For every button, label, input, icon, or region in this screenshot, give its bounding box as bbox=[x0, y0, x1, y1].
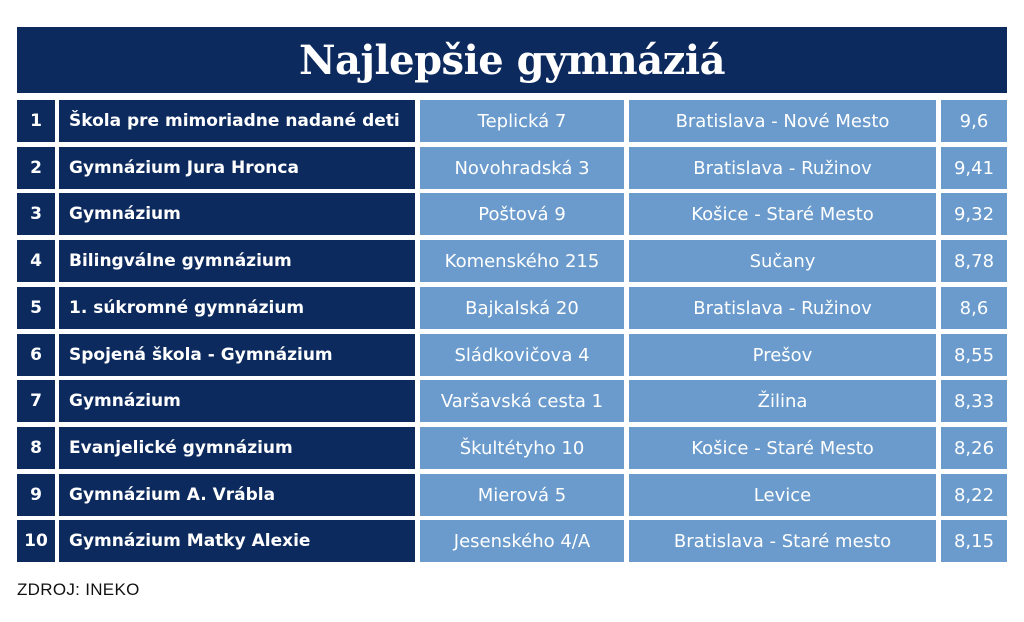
school-name-cell: Gymnázium Matky Alexie bbox=[59, 520, 415, 562]
street-cell: Bajkalská 20 bbox=[420, 287, 624, 329]
city-cell: Bratislava - Ružinov bbox=[629, 147, 936, 189]
rank-cell: 4 bbox=[17, 240, 55, 282]
table-row bbox=[17, 334, 1007, 376]
city-cell: Žilina bbox=[629, 380, 936, 422]
street-cell: Škultétyho 10 bbox=[420, 427, 624, 469]
rank-cell: 5 bbox=[17, 287, 55, 329]
rank-cell: 2 bbox=[17, 147, 55, 189]
score-cell: 8,22 bbox=[941, 474, 1007, 516]
city-cell: Bratislava - Staré mesto bbox=[629, 520, 936, 562]
school-name-cell: Evanjelické gymnázium bbox=[59, 427, 415, 469]
school-name-cell: 1. súkromné gymnázium bbox=[59, 287, 415, 329]
city-cell: Bratislava - Ružinov bbox=[629, 287, 936, 329]
rank-cell: 6 bbox=[17, 334, 55, 376]
city-cell: Sučany bbox=[629, 240, 936, 282]
city-cell: Košice - Staré Mesto bbox=[629, 193, 936, 235]
score-cell: 8,33 bbox=[941, 380, 1007, 422]
score-cell: 8,78 bbox=[941, 240, 1007, 282]
street-cell: Sládkovičova 4 bbox=[420, 334, 624, 376]
table-row bbox=[17, 380, 1007, 422]
score-cell: 9,6 bbox=[941, 100, 1007, 142]
street-cell: Teplická 7 bbox=[420, 100, 624, 142]
street-cell: Poštová 9 bbox=[420, 193, 624, 235]
city-cell: Košice - Staré Mesto bbox=[629, 427, 936, 469]
score-cell: 8,15 bbox=[941, 520, 1007, 562]
score-cell: 9,41 bbox=[941, 147, 1007, 189]
rank-cell: 10 bbox=[17, 520, 55, 562]
score-cell: 8,26 bbox=[941, 427, 1007, 469]
city-cell: Levice bbox=[629, 474, 936, 516]
table-title: Najlepšie gymnáziá bbox=[17, 27, 1007, 93]
score-cell: 8,55 bbox=[941, 334, 1007, 376]
school-name-cell: Gymnázium A. Vrábla bbox=[59, 474, 415, 516]
source-note: ZDROJ: INEKO bbox=[17, 580, 140, 599]
table-row bbox=[17, 100, 1007, 142]
school-name-cell: Škola pre mimoriadne nadané deti bbox=[59, 100, 415, 142]
street-cell: Mierová 5 bbox=[420, 474, 624, 516]
table-row bbox=[17, 240, 1007, 282]
table-row bbox=[17, 193, 1007, 235]
street-cell: Varšavská cesta 1 bbox=[420, 380, 624, 422]
school-name-cell: Gymnázium Jura Hronca bbox=[59, 147, 415, 189]
table-row bbox=[17, 427, 1007, 469]
rank-cell: 9 bbox=[17, 474, 55, 516]
city-cell: Bratislava - Nové Mesto bbox=[629, 100, 936, 142]
rank-cell: 8 bbox=[17, 427, 55, 469]
rank-cell: 3 bbox=[17, 193, 55, 235]
street-cell: Novohradská 3 bbox=[420, 147, 624, 189]
score-cell: 9,32 bbox=[941, 193, 1007, 235]
school-name-cell: Gymnázium bbox=[59, 193, 415, 235]
street-cell: Komenského 215 bbox=[420, 240, 624, 282]
school-name-cell: Bilingválne gymnázium bbox=[59, 240, 415, 282]
table-row bbox=[17, 147, 1007, 189]
score-cell: 8,6 bbox=[941, 287, 1007, 329]
rank-cell: 7 bbox=[17, 380, 55, 422]
school-name-cell: Spojená škola - Gymnázium bbox=[59, 334, 415, 376]
table-row bbox=[17, 287, 1007, 329]
school-name-cell: Gymnázium bbox=[59, 380, 415, 422]
rank-cell: 1 bbox=[17, 100, 55, 142]
street-cell: Jesenského 4/A bbox=[420, 520, 624, 562]
table-row bbox=[17, 474, 1007, 516]
city-cell: Prešov bbox=[629, 334, 936, 376]
table-row bbox=[17, 520, 1007, 562]
